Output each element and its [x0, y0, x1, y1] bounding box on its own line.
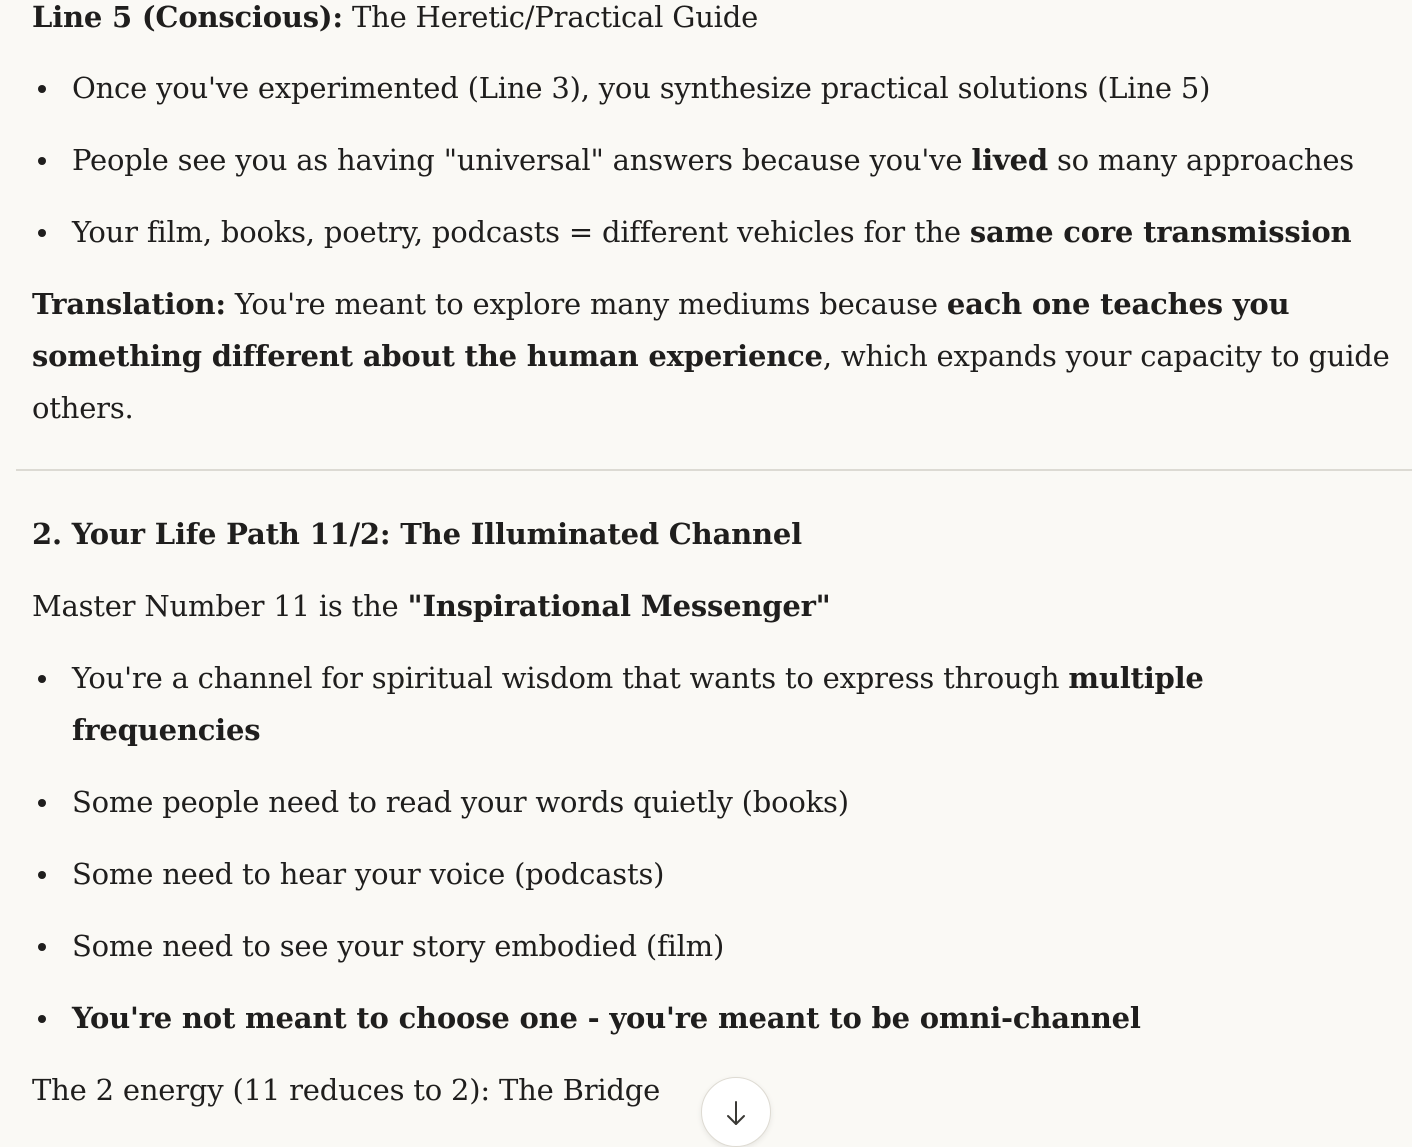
line5-heading [32, 0, 758, 43]
master-number-line: Master Number 11 is the "Inspirational Messenger" [32, 589, 831, 623]
line5-text: The Heretic/Practical Guide [342, 0, 759, 34]
list-item: You're a channel for spiritual wisdom that wants to express through multiple frequencies [32, 652, 1392, 756]
list-item: Some need to hear your voice (podcasts) [32, 848, 664, 900]
section-divider [16, 469, 1412, 471]
section-heading: 2. Your Life Path 11/2: The Illuminated Channel [32, 517, 802, 551]
list-item: Some need to see your story embodied (film) [32, 920, 724, 972]
list-item: Your film, books, poetry, podcasts = different vehicles for the same core transmission [32, 206, 1351, 258]
list-item: Once you've experimented (Line 3), you synthesize practical solutions (Line 5) [32, 62, 1210, 114]
translation-label: Translation: [32, 287, 226, 321]
list-item: Some people need to read your words quietly (books) [32, 776, 849, 828]
translation-paragraph: Translation: You're meant to explore many mediums because each one teaches you something different about the human experience, which expands your capacity to guide others. [32, 287, 1390, 425]
arrow-down-icon [724, 1098, 748, 1128]
list-item: People see you as having "universal" answers because you've lived so many approaches [32, 134, 1354, 186]
line5-label: Line 5 (Conscious): [32, 0, 343, 34]
scroll-to-bottom-button[interactable] [701, 1077, 771, 1147]
list-item: You're not meant to choose one - you're meant to be omni-channel [32, 992, 1141, 1044]
energy-line: The 2 energy (11 reduces to 2): The Bridge [32, 1073, 661, 1107]
